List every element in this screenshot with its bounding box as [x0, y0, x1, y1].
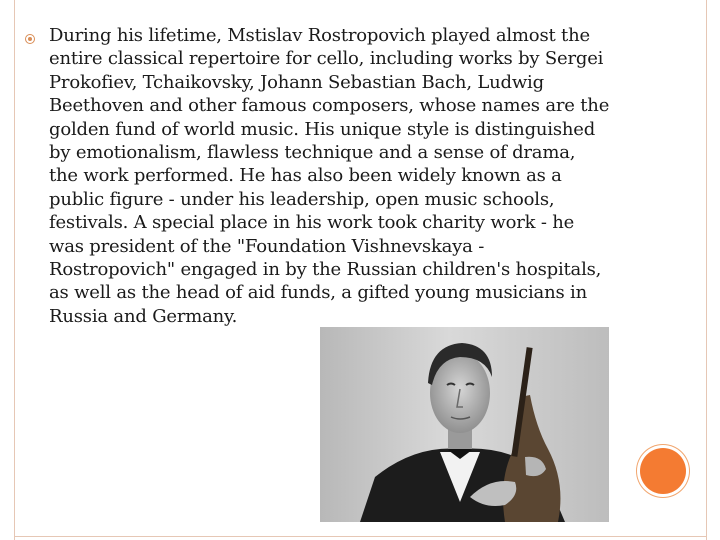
slide-frame-left — [4, 0, 15, 540]
decorative-orange-circle — [640, 448, 686, 494]
slide-frame-bottom — [14, 536, 706, 537]
slide-body-text: During his lifetime, Mstislav Rostropovich played almost the entire classical repertoire for cello, including works by Sergei Prokofiev, Tchaikovsky, Johann Sebastian Bach, Ludwig Beethoven and other famous composers, whose names are the golden fund of world music. His unique style is distinguished by emotionalism, flawless technique and a sense of drama, the work performed. He has also been widely known as a public figure - under his leadership, open music schools, festivals. A special place in his work took charity work - he was president of the "Foundation Vishnevskaya - Rostropovich" engaged in by the Russian children's hospitals, as well as the head of aid funds, a gifted young musicians in Russia and Germany. — [49, 25, 610, 327]
slide-frame-right — [706, 0, 717, 540]
cellist-photo — [320, 327, 609, 522]
circle-bullet-icon — [25, 34, 35, 44]
